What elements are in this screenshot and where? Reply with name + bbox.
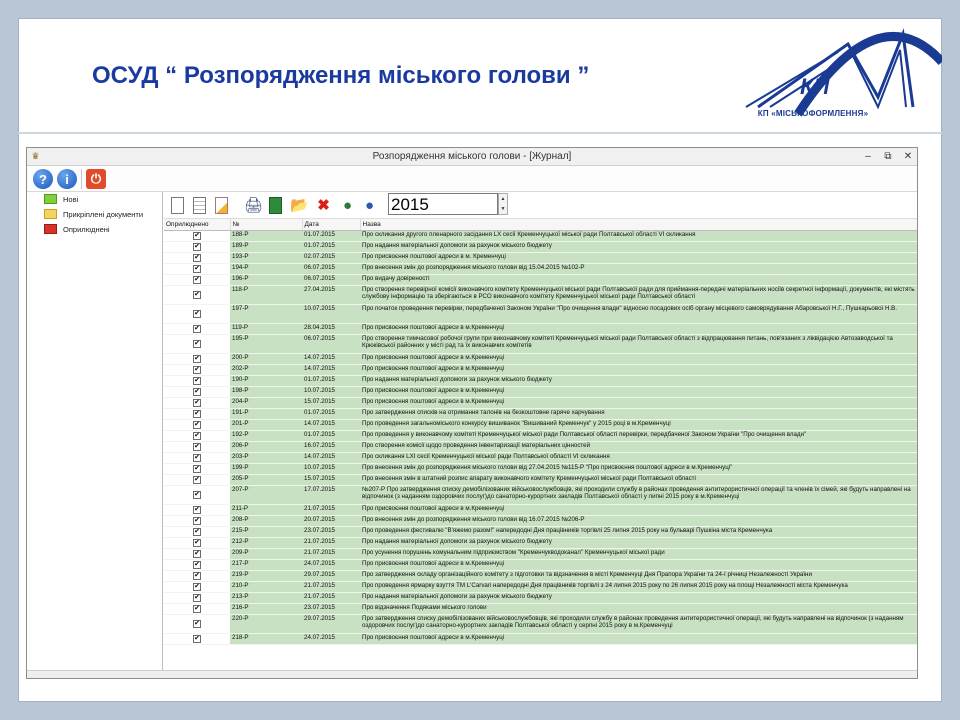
published-checkbox[interactable]: ✔ bbox=[194, 324, 200, 332]
row-number: 201-Р bbox=[230, 419, 302, 430]
row-title: Про присвоєння поштової адреси в м.Кременчуці bbox=[360, 559, 917, 570]
power-icon: ⏻ bbox=[90, 171, 102, 186]
published-checkbox[interactable]: ✔ bbox=[194, 634, 200, 642]
tree-item-label: Оприлюднені bbox=[63, 225, 110, 234]
row-number: 206-Р bbox=[230, 441, 302, 452]
row-number: 204-Р bbox=[230, 397, 302, 408]
row-number: 212-Р bbox=[230, 537, 302, 548]
row-number: 211-Р bbox=[230, 504, 302, 515]
app-icon: ♛ bbox=[31, 151, 40, 161]
row-number: 220-Р bbox=[230, 614, 302, 633]
published-checkbox[interactable]: ✔ bbox=[194, 619, 200, 627]
row-date: 01.07.2015 bbox=[302, 408, 360, 419]
published-checkbox[interactable]: ✔ bbox=[194, 275, 200, 283]
published-checkbox[interactable]: ✔ bbox=[194, 365, 200, 373]
published-cell bbox=[164, 252, 230, 263]
row-number: 119-Р bbox=[230, 323, 302, 334]
row-number: 218-Р bbox=[230, 633, 302, 644]
row-date: 06.07.2015 bbox=[302, 263, 360, 274]
row-number: 190-Р bbox=[230, 375, 302, 386]
published-cell bbox=[164, 304, 230, 323]
row-number: 216-Р bbox=[230, 603, 302, 614]
row-date: 02.07.2015 bbox=[302, 252, 360, 263]
published-checkbox[interactable]: ✔ bbox=[194, 464, 200, 472]
folder-icon bbox=[44, 224, 57, 234]
published-cell bbox=[164, 559, 230, 570]
row-date: 14.07.2015 bbox=[302, 419, 360, 430]
published-cell bbox=[164, 592, 230, 603]
published-checkbox[interactable]: ✔ bbox=[194, 339, 200, 347]
published-checkbox[interactable]: ✔ bbox=[194, 442, 200, 450]
restore-icon[interactable]: ⧉ bbox=[884, 151, 892, 162]
excel-export-icon[interactable] bbox=[266, 195, 285, 215]
row-date: 23.07.2015 bbox=[302, 603, 360, 614]
published-checkbox[interactable]: ✔ bbox=[194, 527, 200, 535]
folder-icon bbox=[44, 194, 57, 204]
table-row[interactable] bbox=[164, 408, 917, 419]
row-title: Про присвоєння поштової адреси в м.Кременчуці bbox=[360, 504, 917, 515]
window-controls bbox=[863, 150, 913, 163]
table-row[interactable] bbox=[164, 441, 917, 452]
published-cell bbox=[164, 504, 230, 515]
row-number: 194-Р bbox=[230, 263, 302, 274]
table-row[interactable] bbox=[164, 430, 917, 441]
row-title: №207-Р Про затвердження списку демобілізованих військовослужбовців, які проходили службу в районах проведення антитерористичної операції та членів їх сімей, які будуть направлені на відпочинок (з наданням оздоровчих послуг)до санаторно-курортних закладів Полтавської області у липні 2015 року в м.Кременчуці bbox=[360, 485, 917, 504]
published-checkbox[interactable]: ✔ bbox=[194, 453, 200, 461]
document-icon[interactable] bbox=[190, 195, 209, 215]
table-header-row bbox=[164, 219, 917, 230]
row-date: 20.07.2015 bbox=[302, 515, 360, 526]
journal-toolbar bbox=[164, 192, 917, 218]
row-date: 15.07.2015 bbox=[302, 474, 360, 485]
table-row[interactable] bbox=[164, 581, 917, 592]
published-checkbox[interactable]: ✔ bbox=[194, 309, 200, 317]
row-date: 27.04.2015 bbox=[302, 285, 360, 304]
published-cell bbox=[164, 397, 230, 408]
published-checkbox[interactable]: ✔ bbox=[194, 505, 200, 513]
journal-panel bbox=[164, 192, 917, 679]
row-number: 199-Р bbox=[230, 463, 302, 474]
row-title: Про присвоєння поштової адреси в м. Кременчуці bbox=[360, 252, 917, 263]
minimize-icon[interactable]: – bbox=[865, 151, 871, 162]
row-date: 06.07.2015 bbox=[302, 274, 360, 285]
row-title: Про створення тимчасової робочої групи при виконавчому комітеті Кременчуцької міської ради Полтавської області з відпрацювання питань, пов'язаних з ліквідацією Автозаводської та Крюківської районних у місті рад та їх виконавчих комітетів bbox=[360, 334, 917, 353]
tree-item-attached[interactable] bbox=[27, 207, 162, 222]
table-row[interactable] bbox=[164, 548, 917, 559]
row-number: 191-Р bbox=[230, 408, 302, 419]
row-date: 21.07.2015 bbox=[302, 537, 360, 548]
table-row[interactable] bbox=[164, 419, 917, 430]
published-checkbox[interactable]: ✔ bbox=[194, 475, 200, 483]
table-row[interactable] bbox=[164, 633, 917, 644]
table-row[interactable] bbox=[164, 252, 917, 263]
published-checkbox[interactable]: ✔ bbox=[194, 409, 200, 417]
published-cell bbox=[164, 274, 230, 285]
globe-publish-icon[interactable]: ● bbox=[364, 196, 375, 214]
row-title: Про усунення порушень комунальним підприємством "Кременчукводоканал" Кременчуцької міської ради bbox=[360, 548, 917, 559]
published-cell bbox=[164, 474, 230, 485]
help-button[interactable]: ? bbox=[33, 169, 53, 189]
row-number: 205-Р bbox=[230, 474, 302, 485]
published-cell bbox=[164, 230, 230, 241]
row-date: 14.07.2015 bbox=[302, 364, 360, 375]
row-title: Про проведення загальноміського конкурсу вишиванок "Вишиваний Кременчук" у 2015 році в м.Кременчуці bbox=[360, 419, 917, 430]
published-checkbox[interactable]: ✔ bbox=[194, 571, 200, 579]
published-cell bbox=[164, 485, 230, 504]
table-row[interactable] bbox=[164, 485, 917, 504]
published-checkbox[interactable]: ✔ bbox=[194, 431, 200, 439]
row-number: 189-Р bbox=[230, 241, 302, 252]
row-date: 10.07.2015 bbox=[302, 386, 360, 397]
column-header-title[interactable]: Назва bbox=[360, 219, 917, 230]
table-row[interactable] bbox=[164, 397, 917, 408]
row-date: 01.07.2015 bbox=[302, 430, 360, 441]
table-row[interactable] bbox=[164, 386, 917, 397]
tree-item-new[interactable] bbox=[27, 192, 162, 207]
table-row[interactable] bbox=[164, 364, 917, 375]
row-date: 29.07.2015 bbox=[302, 570, 360, 581]
published-cell bbox=[164, 375, 230, 386]
table-row[interactable] bbox=[164, 230, 917, 241]
published-cell bbox=[164, 548, 230, 559]
row-title: Про скликання другого пленарного засідання LX сесії Кременчуцької міської ради Полтавської області VI скликання bbox=[360, 230, 917, 241]
globe-icon[interactable]: ● bbox=[342, 196, 353, 214]
published-checkbox[interactable]: ✔ bbox=[194, 242, 200, 250]
window-titlebar[interactable] bbox=[27, 148, 917, 166]
header-divider bbox=[18, 132, 942, 134]
row-title: Про надання матеріальної допомоги за рахунок міського бюджету bbox=[360, 241, 917, 252]
table-body bbox=[164, 230, 917, 644]
row-number: 209-Р bbox=[230, 548, 302, 559]
row-title: Про надання матеріальної допомоги за рахунок міського бюджету bbox=[360, 592, 917, 603]
edit-document-icon[interactable] bbox=[212, 195, 231, 215]
close-icon[interactable]: ✕ bbox=[903, 151, 913, 162]
published-cell bbox=[164, 285, 230, 304]
row-date: 14.07.2015 bbox=[302, 452, 360, 463]
row-title: Про надання матеріальної допомоги за рахунок міського бюджету bbox=[360, 375, 917, 386]
new-document-icon[interactable] bbox=[168, 195, 187, 215]
tree-item-label: Нові bbox=[63, 195, 79, 204]
table-row[interactable] bbox=[164, 515, 917, 526]
row-title: Про присвоєння поштової адреси в м.Кременчуці bbox=[360, 386, 917, 397]
table-row[interactable] bbox=[164, 474, 917, 485]
row-date: 28.04.2015 bbox=[302, 323, 360, 334]
row-title: Про внесення змін до розпорядження міського голови від 15.04.2015 №102-Р bbox=[360, 263, 917, 274]
row-number: 210-Р bbox=[230, 581, 302, 592]
published-cell bbox=[164, 463, 230, 474]
published-cell bbox=[164, 334, 230, 353]
published-checkbox[interactable]: ✔ bbox=[194, 593, 200, 601]
published-cell bbox=[164, 364, 230, 375]
journal-table bbox=[164, 219, 917, 645]
published-checkbox[interactable]: ✔ bbox=[194, 264, 200, 272]
table-row[interactable] bbox=[164, 263, 917, 274]
published-cell bbox=[164, 419, 230, 430]
table-row[interactable] bbox=[164, 375, 917, 386]
row-title: Про відзначення Подяками міського голови bbox=[360, 603, 917, 614]
table-row[interactable] bbox=[164, 592, 917, 603]
row-date: 15.07.2015 bbox=[302, 397, 360, 408]
row-title: Про проведення у виконавчому комітеті Кременчуцької міської ради Полтавської області перевірки, передбаченої Законом України "Про очищення влади" bbox=[360, 430, 917, 441]
published-cell bbox=[164, 408, 230, 419]
row-number: 193-Р bbox=[230, 252, 302, 263]
row-number: 213-Р bbox=[230, 592, 302, 603]
row-date: 21.07.2015 bbox=[302, 548, 360, 559]
published-checkbox[interactable]: ✔ bbox=[194, 253, 200, 261]
published-checkbox[interactable]: ✔ bbox=[194, 560, 200, 568]
row-title: Про видачу довіреності bbox=[360, 274, 917, 285]
row-title: Про присвоєння поштової адреси в м.Кременчуці bbox=[360, 397, 917, 408]
open-folder-icon[interactable]: 📂 bbox=[290, 197, 309, 214]
row-title: Про затвердження списків на отримання талонів на безкоштовне гаряче харчування bbox=[360, 408, 917, 419]
row-title: Про присвоєння поштової адреси в м.Кременчуці bbox=[360, 323, 917, 334]
published-checkbox[interactable]: ✔ bbox=[194, 398, 200, 406]
published-cell bbox=[164, 386, 230, 397]
row-number: 208-Р bbox=[230, 515, 302, 526]
published-checkbox[interactable]: ✔ bbox=[194, 582, 200, 590]
table-row[interactable] bbox=[164, 452, 917, 463]
table-row[interactable] bbox=[164, 274, 917, 285]
row-number: 198-Р bbox=[230, 386, 302, 397]
toolbar-separator bbox=[81, 169, 82, 189]
published-cell bbox=[164, 430, 230, 441]
row-title: Про надання матеріальної допомоги за рахунок міського бюджету bbox=[360, 537, 917, 548]
published-cell bbox=[164, 241, 230, 252]
row-number: 118-Р bbox=[230, 285, 302, 304]
published-cell bbox=[164, 323, 230, 334]
row-title: Про внесення змін до розпорядження міського голови від 27.04.2015 №115-Р "Про присвоєння поштової адреси в м.Кременчуці" bbox=[360, 463, 917, 474]
info-button[interactable]: i bbox=[57, 169, 77, 189]
row-date: 29.07.2015 bbox=[302, 614, 360, 633]
published-cell bbox=[164, 633, 230, 644]
row-number: 203-Р bbox=[230, 452, 302, 463]
row-date: 21.07.2015 bbox=[302, 581, 360, 592]
table-row[interactable] bbox=[164, 463, 917, 474]
row-number: 196-Р bbox=[230, 274, 302, 285]
published-cell bbox=[164, 515, 230, 526]
row-date: 23.07.2015 bbox=[302, 526, 360, 537]
row-date: 01.07.2015 bbox=[302, 241, 360, 252]
published-cell bbox=[164, 452, 230, 463]
row-title: Про створення перевірної комісії виконавчого комітету Кременчуцької міської ради Полтавської ради для приймання-передачі матеріальних носіїв секретної інформації, документів, які містять службову інформацію та зберігаються в РСО виконавчого комітету Кременчуцької міської ради Полтавської області bbox=[360, 285, 917, 304]
folder-tree bbox=[27, 192, 163, 679]
tree-item-label: Прикріплені документи bbox=[63, 210, 144, 219]
row-number: 207-Р bbox=[230, 485, 302, 504]
row-number: 188-Р bbox=[230, 230, 302, 241]
row-number: 200-Р bbox=[230, 353, 302, 364]
table-row[interactable] bbox=[164, 353, 917, 364]
column-header-number[interactable]: № bbox=[230, 219, 302, 230]
published-cell bbox=[164, 570, 230, 581]
row-number: 202-Р bbox=[230, 364, 302, 375]
row-date: 06.07.2015 bbox=[302, 334, 360, 353]
row-title: Про створення комісії щодо проведення інвентаризації матеріальних цінностей bbox=[360, 441, 917, 452]
published-checkbox[interactable]: ✔ bbox=[194, 549, 200, 557]
published-cell bbox=[164, 614, 230, 633]
year-field[interactable]: 2015 bbox=[388, 193, 498, 215]
table-row[interactable] bbox=[164, 504, 917, 515]
row-number: 217-Р bbox=[230, 559, 302, 570]
table-row[interactable] bbox=[164, 285, 917, 304]
column-header-published[interactable]: Оприлюднено bbox=[164, 219, 230, 230]
published-checkbox[interactable]: ✔ bbox=[194, 538, 200, 546]
row-number: 197-Р bbox=[230, 304, 302, 323]
row-date: 01.07.2015 bbox=[302, 230, 360, 241]
row-title: Про скликання LXI сесії Кременчуцької міської ради Полтавської області VI скликання bbox=[360, 452, 917, 463]
published-checkbox[interactable]: ✔ bbox=[194, 290, 200, 298]
row-title: Про затвердження складу організаційного комітету з підготовки та відзначення в місті Кременчуці Дня Прапора України та 24-ї річниці Незалежності України bbox=[360, 570, 917, 581]
table-row[interactable] bbox=[164, 526, 917, 537]
published-cell bbox=[164, 263, 230, 274]
row-date: 21.07.2015 bbox=[302, 504, 360, 515]
published-checkbox[interactable]: ✔ bbox=[194, 231, 200, 239]
row-number: 192-Р bbox=[230, 430, 302, 441]
row-title: Про проведення ярмарку взуття ТМ L'Carvari напередодні Дня працівників торгівлі з 24 липня 2015 року по 26 липня 2015 року на площі Незалежності міста Кременчука bbox=[360, 581, 917, 592]
row-title: Про внесення змін в штатний розпис апарату виконавчого комітету Кременчуцької міської ради Полтавської області bbox=[360, 474, 917, 485]
published-checkbox[interactable]: ✔ bbox=[194, 604, 200, 612]
row-title: Про присвоєння поштової адреси в м.Кременчуці bbox=[360, 633, 917, 644]
table-row[interactable] bbox=[164, 537, 917, 548]
published-cell bbox=[164, 526, 230, 537]
table-row[interactable] bbox=[164, 334, 917, 353]
table-row[interactable] bbox=[164, 614, 917, 633]
row-date: 24.07.2015 bbox=[302, 633, 360, 644]
published-checkbox[interactable]: ✔ bbox=[194, 354, 200, 362]
row-date: 10.07.2015 bbox=[302, 304, 360, 323]
published-checkbox[interactable]: ✔ bbox=[194, 490, 200, 498]
exit-button[interactable] bbox=[86, 169, 106, 189]
row-number: 195-Р bbox=[230, 334, 302, 353]
row-date: 01.07.2015 bbox=[302, 375, 360, 386]
year-stepper[interactable]: ▲ ▼ bbox=[498, 193, 508, 215]
folder-icon bbox=[44, 209, 57, 219]
published-checkbox[interactable]: ✔ bbox=[194, 376, 200, 384]
horizontal-scrollbar[interactable] bbox=[27, 670, 918, 678]
row-date: 14.07.2015 bbox=[302, 353, 360, 364]
row-title: Про затвердження списку демобілізованих військовослужбовців, які проходили службу в районах проведення антитерористичної операції, які будуть направлені на відпочинок (з наданням оздоровчих послуг)до санаторно-курортних закладів Полтавської області у серпні 2015 року в м.Кременчуці bbox=[360, 614, 917, 633]
row-title: Про початок проведення перевірки, передбаченої Законом України "Про очищення влади" відносно посадових осіб органу місцевого самоврядування Абаровської Н.Г., Пушкарьової Н.В. bbox=[360, 304, 917, 323]
row-date: 21.07.2015 bbox=[302, 592, 360, 603]
published-checkbox[interactable]: ✔ bbox=[194, 420, 200, 428]
print-icon[interactable]: 🖨 bbox=[243, 197, 264, 214]
row-title: Про внесення змін до розпорядження міського голови від 16.07.2015 №206-Р bbox=[360, 515, 917, 526]
table-row[interactable] bbox=[164, 304, 917, 323]
published-checkbox[interactable]: ✔ bbox=[194, 387, 200, 395]
published-cell bbox=[164, 581, 230, 592]
table-row[interactable] bbox=[164, 241, 917, 252]
table-row[interactable] bbox=[164, 323, 917, 334]
table-row[interactable] bbox=[164, 570, 917, 581]
row-title: Про проведення фестивалю "В'яжемо разом!" напередодні Дня працівників торгівлі 25 липня 2015 року на бульварі Пушкіна міста Кременчука bbox=[360, 526, 917, 537]
row-number: 219-Р bbox=[230, 570, 302, 581]
published-checkbox[interactable]: ✔ bbox=[194, 516, 200, 524]
delete-icon[interactable]: ✖ bbox=[317, 197, 330, 214]
main-toolbar bbox=[27, 166, 917, 192]
row-date: 10.07.2015 bbox=[302, 463, 360, 474]
row-date: 24.07.2015 bbox=[302, 559, 360, 570]
published-cell bbox=[164, 441, 230, 452]
logo-text: КП bbox=[800, 74, 830, 99]
app-window bbox=[26, 147, 918, 679]
row-title: Про присвоєння поштової адреси в м.Кременчуці bbox=[360, 364, 917, 375]
published-cell bbox=[164, 537, 230, 548]
window-title: Розпорядження міського голови - [Журнал] bbox=[372, 151, 572, 162]
row-date: 16.07.2015 bbox=[302, 441, 360, 452]
row-number: 215-Р bbox=[230, 526, 302, 537]
slide-title: ОСУД “ Розпорядження міського голови ” bbox=[92, 62, 590, 89]
row-title: Про присвоєння поштової адреси в м.Кременчуці bbox=[360, 353, 917, 364]
journal-grid bbox=[164, 218, 917, 662]
published-cell bbox=[164, 603, 230, 614]
published-cell bbox=[164, 353, 230, 364]
table-row[interactable] bbox=[164, 603, 917, 614]
logo-caption: КП «МІСЬКОФОРМЛЕННЯ» bbox=[757, 109, 869, 118]
row-date: 17.07.2015 bbox=[302, 485, 360, 504]
tree-item-published[interactable] bbox=[27, 222, 162, 237]
column-header-date[interactable]: Дата bbox=[302, 219, 360, 230]
table-row[interactable] bbox=[164, 559, 917, 570]
